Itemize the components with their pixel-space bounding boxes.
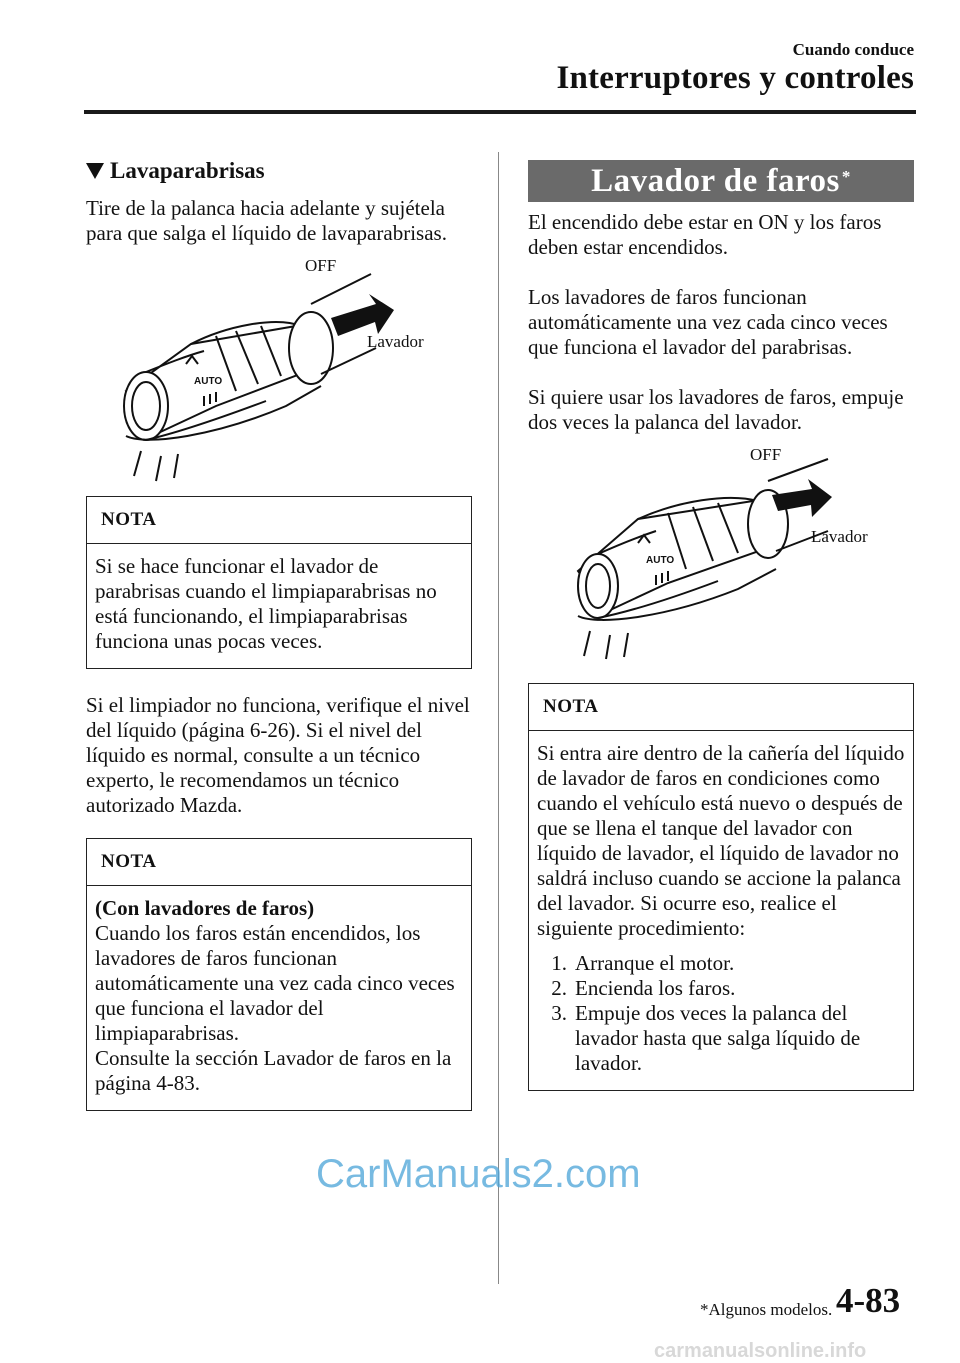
nota-box — [86, 496, 472, 669]
nota-heading: NOTA — [529, 684, 913, 731]
nota-text — [529, 731, 913, 1090]
list-item — [537, 976, 905, 1001]
paragraph: Los lavadores de faros funcionan automáticamente una vez cada cinco veces que funciona el lavador del parabrisas. — [528, 285, 888, 359]
svg-text:AUTO: AUTO — [646, 555, 675, 566]
watermark: CarManuals2.com — [316, 1152, 641, 1196]
list-item — [537, 951, 905, 976]
step-text: Arranque el motor. — [575, 951, 735, 975]
nota-box-headlamp-washer — [86, 838, 472, 1111]
figure-label-lavador: Lavador — [811, 527, 868, 546]
step-number: 1. — [551, 951, 567, 975]
nota-text-reference: Consulte la sección Lavador de faros en la página 4-83. — [95, 1046, 452, 1095]
figure-label-off: OFF — [750, 445, 782, 464]
step-text: Encienda los faros. — [575, 976, 736, 1000]
right-column — [528, 150, 914, 1091]
section-banner — [528, 160, 914, 202]
svg-text:AUTO: AUTO — [194, 376, 223, 387]
column-divider — [498, 152, 499, 1284]
wiper-lever-illustration — [86, 256, 472, 484]
nota-text-main: Si entra aire dentro de la cañería del líquido de lavador de faros en condiciones como cuando el vehículo está nuevo o después de que se llena el tanque del lavador con líquido de lavador, el líquido de lavador no saldrá incluso cuando se accione la palanca del lavador. Si ocurre eso, realice el siguiente procedimiento: — [537, 741, 905, 940]
optional-marker: * — [841, 167, 851, 186]
lever-figure-pull — [86, 256, 472, 484]
figure-label-off: OFF — [305, 256, 337, 275]
figure-label-lavador: Lavador — [367, 332, 424, 351]
header-rule — [84, 110, 916, 114]
site-watermark: carmanualsonline.info — [654, 1340, 867, 1362]
paragraph: El encendido debe estar en ON y los faros deben estar encendidos. — [528, 210, 882, 259]
page-number: 4-83 — [836, 1281, 901, 1320]
lever-figure-push — [528, 445, 914, 679]
wiper-lever-illustration — [528, 451, 914, 679]
section-banner-text: Lavador de faros — [591, 162, 840, 199]
nota-box — [528, 683, 914, 1091]
header-subtitle: Cuando conduce — [792, 40, 914, 59]
nota-heading: NOTA — [87, 839, 471, 886]
nota-text-main: Cuando los faros están encendidos, los lavadores de faros funcionan automáticamente una vez cada cinco veces que funciona el lavador del limpiaparabrisas. — [95, 921, 455, 1045]
nota-subheading: (Con lavadores de faros) — [95, 896, 315, 920]
paragraph: Si quiere usar los lavadores de faros, empuje dos veces la palanca del lavador. — [528, 385, 904, 434]
intro-paragraph: Tire de la palanca hacia adelante y sujétela para que salga el líquido de lavaparabrisas. — [86, 196, 447, 245]
paragraph: Si el limpiador no funciona, verifique el nivel del líquido (página 6-26). Si el nivel del líquido es normal, consulte a un técnico experto, le recomendamos un técnico autorizado Mazda. — [86, 693, 470, 817]
step-number: 3. — [551, 1001, 567, 1025]
left-column — [86, 150, 472, 1111]
step-text: Empuje dos veces la palanca del lavador hasta que salga líquido de lavador. — [575, 1001, 861, 1075]
step-number: 2. — [551, 976, 567, 1000]
nota-text — [87, 886, 471, 1110]
procedure-steps — [537, 951, 905, 1076]
triangle-bullet-icon — [86, 163, 104, 179]
section-heading-text: Lavaparabrisas — [110, 158, 265, 183]
footnote: *Algunos modelos. — [700, 1300, 833, 1319]
section-heading — [86, 158, 472, 184]
header-title: Interruptores y controles — [556, 60, 914, 96]
nota-heading: NOTA — [87, 497, 471, 544]
list-item — [537, 1001, 905, 1076]
nota-text: Si se hace funcionar el lavador de parabrisas cuando el limpiaparabrisas no está funcionando, el limpiaparabrisas funciona unas pocas veces. — [95, 554, 437, 653]
